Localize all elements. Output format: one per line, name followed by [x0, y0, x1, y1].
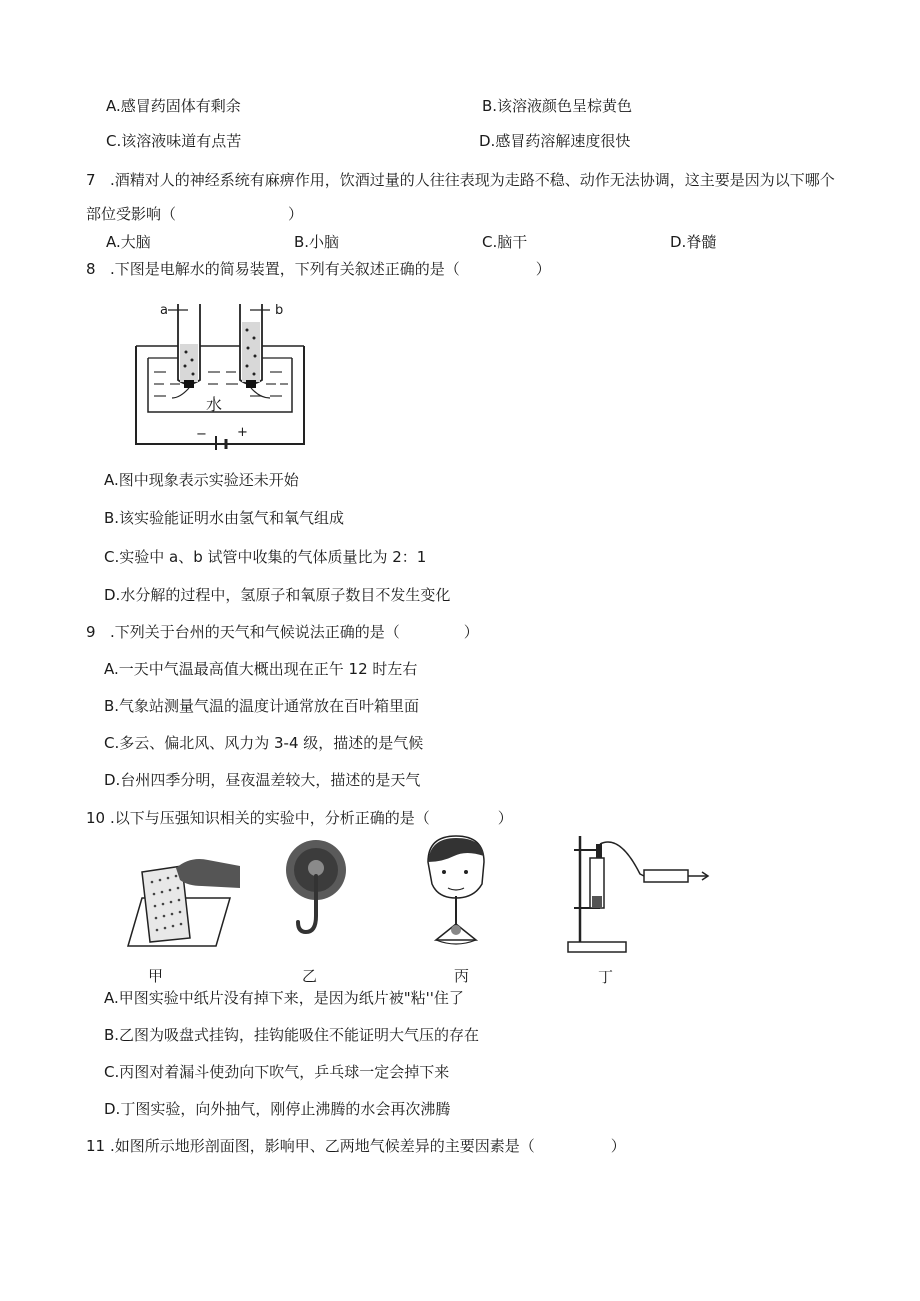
q9-option-a: A.一天中气温最高值大概出现在正午 12 时左右	[104, 660, 418, 678]
caption-bing: 丙	[454, 967, 470, 985]
q7-text-line2: 部位受影响（	[86, 205, 177, 223]
q7-stem	[86, 170, 835, 190]
q8-stem	[86, 259, 551, 279]
figure-jia-paper-cup	[120, 842, 242, 954]
q7-stem-line2	[86, 204, 303, 224]
q7-option-d: D.脊髓	[670, 233, 717, 251]
q9-option-c: C.多云、偏北风、风力为 3-4 级，描述的是气候	[104, 734, 424, 752]
q7-text-line1: .酒精对人的神经系统有麻痹作用，饮酒过量的人往往表现为走路不稳、动作无法协调，这主要是因为以下哪个	[110, 171, 835, 189]
caption-yi: 乙	[302, 967, 318, 985]
caption-ding: 丁	[598, 968, 614, 986]
q6-option-c: C.该溶液味道有点苦	[106, 132, 242, 150]
q8-text: .下图是电解水的简易装置，下列有关叙述正确的是（	[110, 260, 460, 278]
q10-option-b: B.乙图为吸盘式挂钩，挂钩能吸住不能证明大气压的存在	[104, 1026, 480, 1044]
q10-option-c: C.丙图对着漏斗使劲向下吹气，乒乓球一定会掉下来	[104, 1063, 450, 1081]
q7-option-a: A.大脑	[106, 233, 151, 251]
q11-stem	[86, 1136, 626, 1156]
q9-option-b: B.气象站测量气温的温度计通常放在百叶箱里面	[104, 697, 420, 715]
q10-option-a: A.甲图实验中纸片没有掉下来，是因为纸片被"粘''住了	[104, 989, 464, 1007]
q9-paren-close: ）	[463, 623, 479, 641]
q6-option-b: B.该溶液颜色呈棕黄色	[482, 97, 633, 115]
caption-jia: 甲	[148, 967, 164, 985]
q9-number: 9	[86, 623, 96, 641]
tube-a-label: a	[160, 303, 168, 318]
q6-option-a: A.感冒药固体有剩余	[106, 97, 241, 115]
q8-number: 8	[86, 260, 96, 278]
q8-paren-close: ）	[535, 260, 551, 278]
figure-yi-suction-hook	[276, 838, 356, 944]
q9-text: .下列关于台州的天气和气候说法正确的是（	[110, 623, 400, 641]
tube-b-label: b	[275, 303, 284, 318]
q8-option-b: B.该实验能证明水由氢气和氧气组成	[104, 509, 345, 527]
q11-paren-close: ）	[610, 1137, 626, 1155]
water-label: 水	[206, 395, 223, 414]
q11-text: .如图所示地形剖面图，影响甲、乙两地气候差异的主要因素是（	[110, 1137, 535, 1155]
battery-plus-label: +	[237, 425, 248, 440]
q7-option-c: C.脑干	[482, 233, 528, 251]
q10-paren-close: ）	[497, 809, 513, 827]
q9-option-d: D.台州四季分明，昼夜温差较大，描述的是天气	[104, 771, 421, 789]
battery-minus-label: −	[196, 427, 207, 442]
q10-stem	[86, 808, 513, 828]
q8-option-d: D.水分解的过程中，氢原子和氧原子数目不发生变化	[104, 586, 451, 604]
q10-option-d: D.丁图实验，向外抽气，刚停止沸腾的水会再次沸腾	[104, 1100, 451, 1118]
q7-option-b: B.小脑	[294, 233, 340, 251]
q11-number: 11	[86, 1137, 106, 1155]
q10-number: 10	[86, 809, 106, 827]
q7-paren-close: ）	[288, 205, 304, 223]
figure-ding-flask-syringe	[560, 830, 714, 960]
figure-bing-funnel-pingpong	[414, 832, 500, 954]
q10-text: .以下与压强知识相关的实验中，分析正确的是（	[110, 809, 430, 827]
q8-option-a: A.图中现象表示实验还未开始	[104, 471, 299, 489]
q6-option-d: D.感冒药溶解速度很快	[479, 132, 631, 150]
q8-option-c: C.实验中 a、b 试管中收集的气体质量比为 2：1	[104, 548, 427, 566]
q9-stem	[86, 622, 479, 642]
q7-number: 7	[86, 171, 96, 189]
